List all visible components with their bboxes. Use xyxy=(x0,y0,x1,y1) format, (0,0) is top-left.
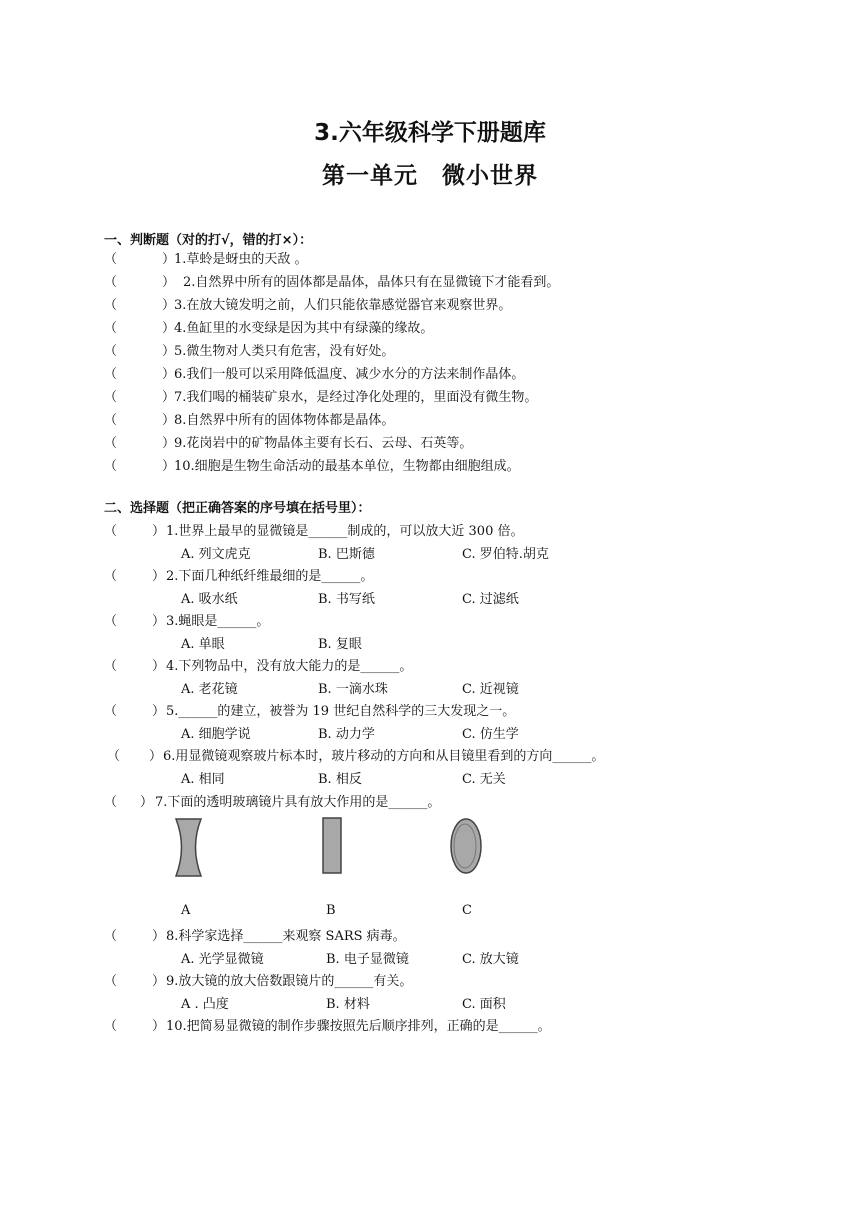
answer-paren-close: ） xyxy=(162,321,176,336)
option-c: C. 面积 xyxy=(462,997,506,1012)
option-b: B. 材料 xyxy=(326,997,370,1012)
question-text: 6.我们一般可以采用降低温度、减少水分的方法来制作晶体。 xyxy=(174,367,525,382)
option-a: A. 单眼 xyxy=(181,637,225,652)
option-a: A. 列文虎克 xyxy=(181,547,251,562)
question-text: 2.下面几种纸纤维最细的是______。 xyxy=(166,569,374,584)
question-text: 2.自然界中所有的固体都是晶体，晶体只有在显微镜下才能看到。 xyxy=(183,275,560,290)
question-text: 1.草蛉是蚜虫的天敌 。 xyxy=(174,252,308,267)
answer-paren-close: ） xyxy=(162,252,176,267)
answer-paren-close: ） xyxy=(149,749,163,764)
answer-paren-close: ） xyxy=(162,275,176,290)
answer-paren-open[interactable]: （ xyxy=(104,929,118,944)
option-b: B. 电子显微镜 xyxy=(326,952,409,967)
answer-paren-open[interactable]: （ xyxy=(104,275,118,290)
answer-paren-open[interactable]: （ xyxy=(104,344,118,359)
answer-paren-open[interactable]: （ xyxy=(104,704,118,719)
answer-paren-open[interactable]: （ xyxy=(104,1019,118,1034)
flat-glass-icon xyxy=(318,815,348,875)
option-c: C. 过滤纸 xyxy=(462,592,519,607)
answer-paren-open[interactable]: （ xyxy=(107,749,121,764)
answer-paren-open[interactable]: （ xyxy=(104,614,118,629)
answer-paren-open[interactable]: （ xyxy=(104,569,118,584)
lens-label-a: A xyxy=(181,903,191,918)
answer-paren-close: ） xyxy=(162,367,176,382)
option-a: A. 吸水纸 xyxy=(181,592,238,607)
question-text: 7.下面的透明玻璃镜片具有放大作用的是______。 xyxy=(155,795,441,810)
option-b: B. 相反 xyxy=(318,772,362,787)
answer-paren-close: ） xyxy=(162,298,176,313)
answer-paren-open[interactable]: （ xyxy=(104,252,118,267)
answer-paren-close: ） xyxy=(152,974,166,989)
answer-paren-open[interactable]: （ xyxy=(104,974,118,989)
answer-paren-open[interactable]: （ xyxy=(104,795,118,810)
page-title: 3.六年级科学下册题库 xyxy=(314,120,546,146)
answer-paren-open[interactable]: （ xyxy=(104,321,118,336)
question-text: 3.在放大镜发明之前，人们只能依靠感觉器官来观察世界。 xyxy=(174,298,512,313)
concave-lens-icon xyxy=(170,815,210,880)
answer-paren-open[interactable]: （ xyxy=(104,436,118,451)
question-text: 5.______的建立，被誉为 19 世纪自然科学的三大发现之一。 xyxy=(166,704,516,719)
option-c: C. 罗伯特.胡克 xyxy=(462,547,549,562)
answer-paren-open[interactable]: （ xyxy=(104,659,118,674)
option-b: B. 复眼 xyxy=(318,637,362,652)
option-b: B. 一滴水珠 xyxy=(318,682,388,697)
option-c: C. 无关 xyxy=(462,772,506,787)
answer-paren-close: ） xyxy=(162,344,176,359)
answer-paren-close: ） xyxy=(152,614,166,629)
answer-paren-close: ） xyxy=(152,1019,166,1034)
section2-heading: 二、选择题（把正确答案的序号填在括号里）： xyxy=(104,501,371,516)
question-text: 7.我们喝的桶装矿泉水，是经过净化处理的，里面没有微生物。 xyxy=(174,390,538,405)
answer-paren-close: ） xyxy=(162,436,176,451)
question-text: 5.微生物对人类只有危害，没有好处。 xyxy=(174,344,395,359)
option-a: A. 老花镜 xyxy=(181,682,238,697)
option-b: B. 巴斯德 xyxy=(318,547,375,562)
page-subtitle: 第一单元 微小世界 xyxy=(322,163,538,189)
question-text: 9.花岗岩中的矿物晶体主要有长石、云母、石英等。 xyxy=(174,436,473,451)
question-text: 9.放大镜的放大倍数跟镜片的______有关。 xyxy=(166,974,413,989)
option-a: A. 光学显微镜 xyxy=(181,952,264,967)
answer-paren-open[interactable]: （ xyxy=(104,459,118,474)
answer-paren-close: ） xyxy=(162,413,176,428)
option-c: C. 近视镜 xyxy=(462,682,519,697)
answer-paren-close: ） xyxy=(152,659,166,674)
option-c: C. 放大镜 xyxy=(462,952,519,967)
answer-paren-close: ） xyxy=(152,569,166,584)
question-text: 8.自然界中所有的固体物体都是晶体。 xyxy=(174,413,395,428)
convex-lens-icon xyxy=(446,815,488,877)
question-text: 6.用显微镜观察玻片标本时，玻片移动的方向和从目镜里看到的方向______。 xyxy=(163,749,605,764)
section1-heading: 一、判断题（对的打√，错的打×）： xyxy=(104,233,313,248)
answer-paren-open[interactable]: （ xyxy=(104,390,118,405)
answer-paren-open[interactable]: （ xyxy=(104,298,118,313)
question-text: 4.鱼缸里的水变绿是因为其中有绿藻的缘故。 xyxy=(174,321,434,336)
answer-paren-open[interactable]: （ xyxy=(104,413,118,428)
question-text: 4.下列物品中，没有放大能力的是______。 xyxy=(166,659,413,674)
answer-paren-close: ） xyxy=(152,929,166,944)
question-text: 10.细胞是生物生命活动的最基本单位，生物都由细胞组成。 xyxy=(174,459,520,474)
option-c: C. 仿生学 xyxy=(462,727,519,742)
question-text: 3.蝇眼是______。 xyxy=(166,614,270,629)
answer-paren-open[interactable]: （ xyxy=(104,524,118,539)
answer-paren-close: ） xyxy=(152,704,166,719)
question-text: 10.把简易显微镜的制作步骤按照先后顺序排列，正确的是______。 xyxy=(166,1019,551,1034)
answer-paren-close: ） xyxy=(152,524,166,539)
answer-paren-close: ） xyxy=(162,390,176,405)
answer-paren-open[interactable]: （ xyxy=(104,367,118,382)
option-b: B. 动力学 xyxy=(318,727,375,742)
option-a: A . 凸度 xyxy=(181,997,229,1012)
question-text: 1.世界上最早的显微镜是______制成的，可以放大近 300 倍。 xyxy=(166,524,524,539)
lens-label-b: B xyxy=(326,903,336,918)
option-b: B. 书写纸 xyxy=(318,592,375,607)
question-text: 8.科学家选择______来观察 SARS 病毒。 xyxy=(166,929,406,944)
lens-label-c: C xyxy=(462,903,472,918)
answer-paren-close: ） xyxy=(162,459,176,474)
option-a: A. 相同 xyxy=(181,772,225,787)
option-a: A. 细胞学说 xyxy=(181,727,251,742)
answer-paren-close: ） xyxy=(140,795,154,810)
